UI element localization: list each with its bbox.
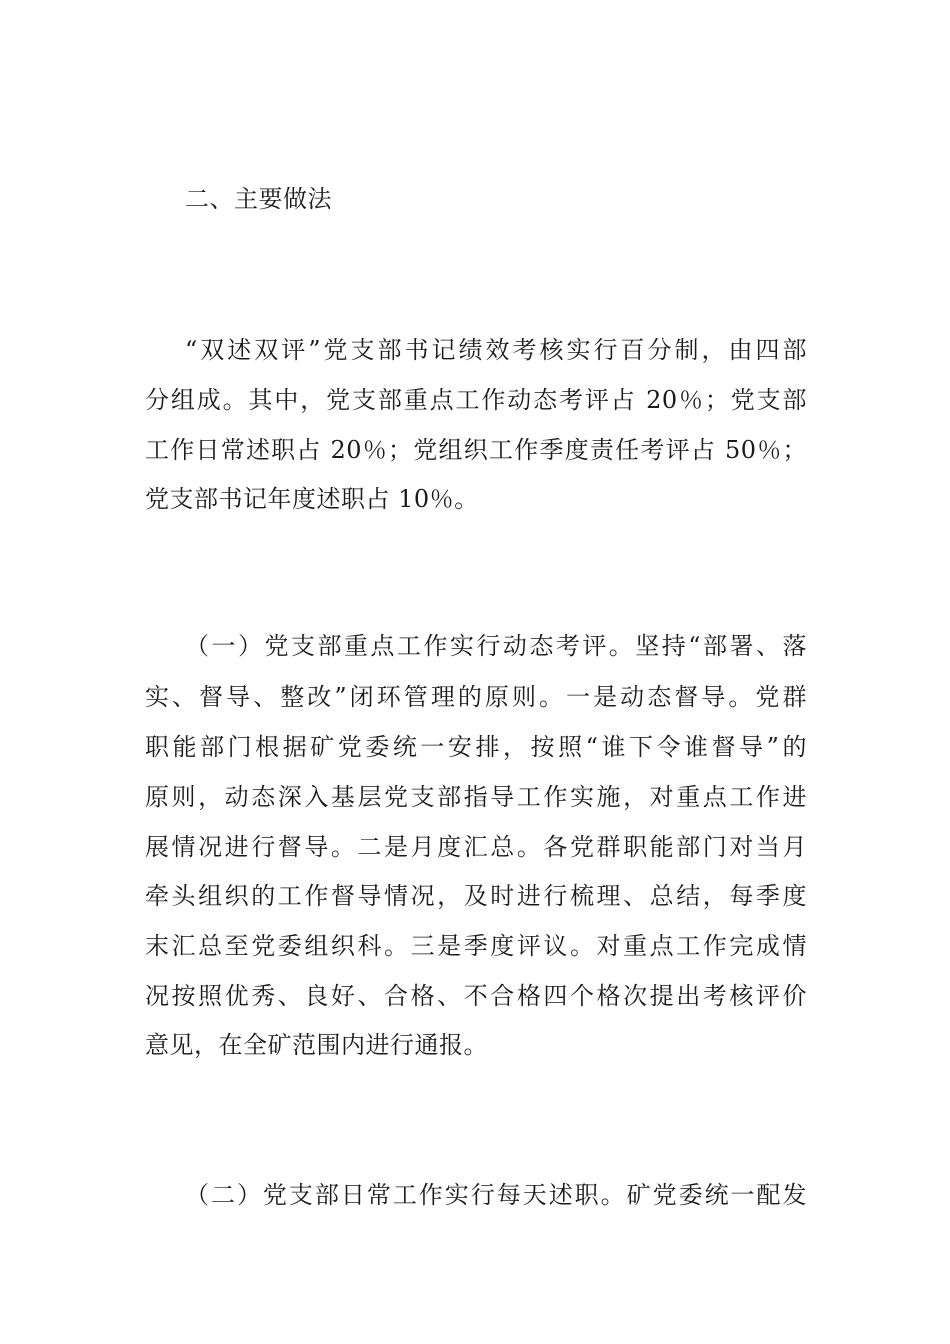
paragraph-line: 展情况进行督导。二是月度汇总。各党群职能部门对当月 — [145, 833, 807, 861]
paragraph-line: 党支部书记年度述职占 10％。 — [145, 485, 479, 513]
paragraph-line: 职能部门根据矿党委统一安排，按照“谁下令谁督导”的 — [145, 733, 807, 761]
paragraph-line: 末汇总至党委组织科。三是季度评议。对重点工作完成情 — [145, 932, 807, 960]
paragraph-line: 意见，在全矿范围内进行通报。 — [145, 1031, 488, 1059]
paragraph-line: 况按照优秀、良好、合格、不合格四个格次提出考核评价 — [145, 982, 807, 1010]
paragraph-line: （二）党支部日常工作实行每天述职。矿党委统一配发 — [185, 1181, 807, 1209]
paragraph-line: 工作日常述职占 20％；党组织工作季度责任考评占 50％； — [145, 436, 807, 464]
paragraph-line: 原则，动态深入基层党支部指导工作实施，对重点工作进 — [145, 783, 807, 811]
paragraph-line: （一）党支部重点工作实行动态考评。坚持“部署、落 — [185, 632, 807, 660]
section-heading: 二、主要做法 — [185, 185, 332, 213]
paragraph-line: “双述双评”党支部书记绩效考核实行百分制，由四部 — [185, 336, 807, 364]
paragraph-line: 牵头组织的工作督导情况，及时进行梳理、总结，每季度 — [145, 882, 807, 910]
paragraph-line: 分组成。其中，党支部重点工作动态考评占 20％；党支部 — [145, 386, 807, 414]
paragraph-line: 实、督导、整改”闭环管理的原则。一是动态督导。党群 — [145, 683, 807, 711]
